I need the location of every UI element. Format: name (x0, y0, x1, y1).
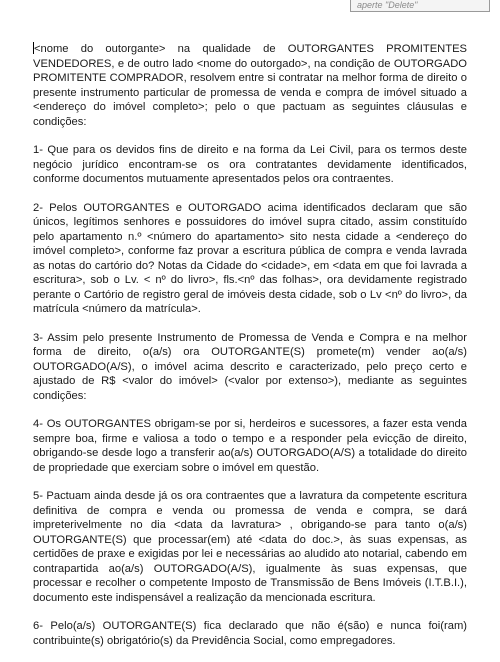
document-body[interactable] (33, 42, 467, 662)
delete-hint-box (350, 0, 490, 12)
paragraph-clause-1[interactable]: 1- Que para os devidos fins de direito e na forma da Lei Civil, para os termos deste negócio jurídico encontram-se os ora contratantes devidamente identificados, conforme documentos mutuamente apresentados pelos ora contraentes. (33, 144, 467, 185)
paragraph-clause-4[interactable]: 4- Os OUTORGANTES obrigam-se por si, herdeiros e sucessores, a fazer esta venda sempre boa, firme e valiosa a todo o tempo e a responder pela evicção de direito, obrigando-se desde logo a transferir ao(a/s) OUTORGADO(A/S) a totalidade do direito de propriedade que exerciam sobre o imóvel em questão. (33, 418, 467, 474)
paragraph-clause-5[interactable]: 5- Pactuam ainda desde já os ora contraentes que a lavratura da competente escritura definitiva de compra e venda ou promessa de venda e compra, se dará impreterivelmente no dia <data da lavratura> , obrigando-se para tanto o(a/s) OUTORGANTE(S) que processar(em) até <data do doc.>, às suas expensas, as certidões de praxe e exigidas por lei e necessárias ao aludido ato notarial, cabendo em contrapartida ao(a/s) OUTORGADO(A/S), igualmente às suas expensas, que processar e recolher o competente Imposto de Transmissão de Bens Imóveis (I.T.B.I.), documento este indispensável a realização da mencionada escritura. (33, 490, 467, 604)
paragraph-clause-6[interactable]: 6- Pelo(a/s) OUTORGANTE(S) fica declarado que não é(são) e nunca foi(ram) contribuinte(s) obrigatório(s) da Previdência Social, como empregadores. (33, 620, 467, 647)
paragraph-clause-3[interactable]: 3- Assim pelo presente Instrumento de Promessa de Venda e Compra e na melhor forma de direito, o(a/s) ora OUTORGANTE(S) promete(m) vender ao(a/s) OUTORGADO(A/S), o imóvel acima descrito e caracterizado, pelo preço certo e ajustado de R$ <valor do imóvel> (<valor por extenso>), mediante as seguintes condições: (33, 331, 467, 402)
paragraph-intro[interactable] (33, 42, 467, 129)
paragraph-clause-2[interactable]: 2- Pelos OUTORGANTES e OUTORGADO acima identificados declaram que são únicos, legítimos senhores e possuidores do imóvel supra citado, assim constituído pelo apartamento n.º <número do apartamento> sito nesta cidade a <endereço do imóvel completo>, conforme faz provar a escritura pública de compra e venda lavrada as notas do cartório do? Notas da Cidade do <cidade>, em <data em que foi lavrada a escritura>, sob o Lv. < nº do livro>, fls.<nº das folhas>, ora devidamente registrado perante o Cartório de registro geral de imóveis desta cidade, sob o Lv <nº do livro>, da matrícula <número da matrícula>. (33, 201, 467, 315)
delete-hint-text: aperte "Delete" (357, 0, 418, 10)
paragraph-intro-text: <nome do outorgante> na qualidade de OUTORGANTES PROMITENTES VENDEDORES, e de outro lado <nome do outorgado>, na condição de OUTORGADO PROMITENTE COMPRADOR, resolvem entre si contratar na melhor forma de direito o presente instrumento particular de promessa de venda e compra de imóvel situado a <endereço do imóvel completo>; pelo o que pactuam as seguintes cláusulas e condições: (33, 43, 467, 128)
